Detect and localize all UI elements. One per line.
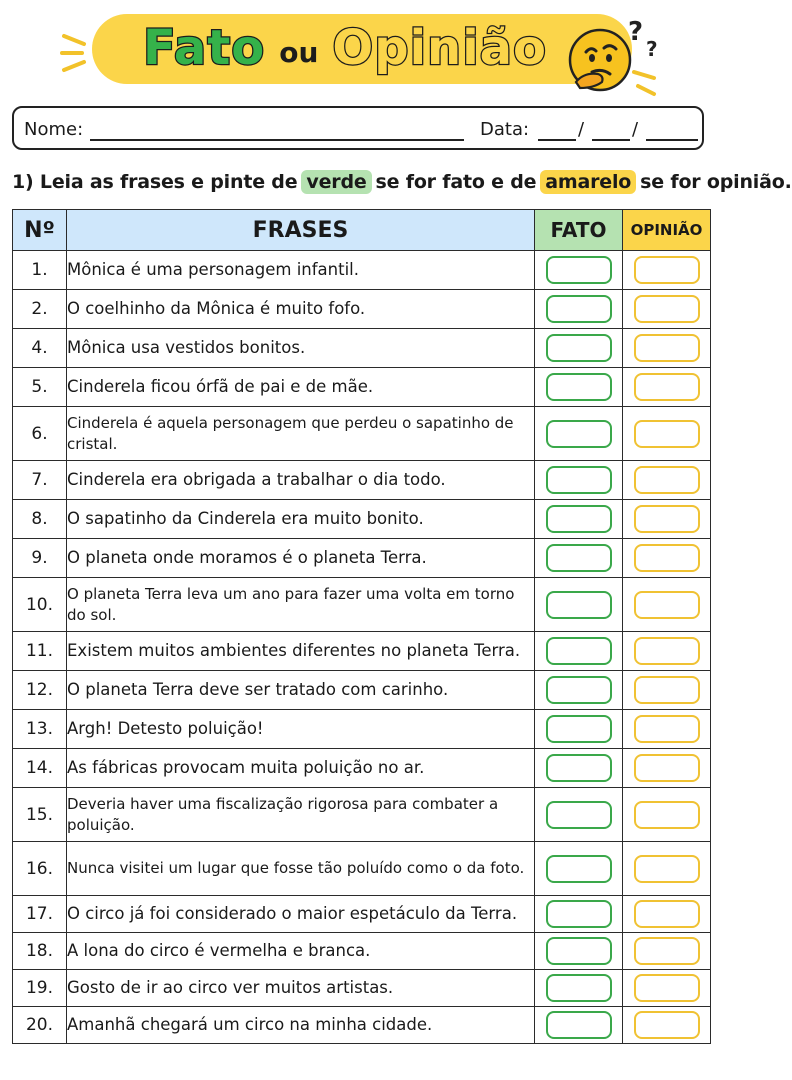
- fato-cell: [535, 500, 623, 539]
- instruction-yellow-word: amarelo: [540, 170, 636, 194]
- name-field[interactable]: [90, 139, 464, 141]
- row-sentence: A lona do circo é vermelha e branca.: [67, 933, 535, 970]
- row-sentence: Deveria haver uma fiscalização rigorosa para combater a poluição.: [67, 788, 535, 842]
- opiniao-cell: [623, 578, 711, 632]
- fato-cell: [535, 1007, 623, 1044]
- table-row: [13, 970, 711, 1007]
- date-day-field[interactable]: [538, 139, 576, 141]
- instruction-part2: se for fato e de: [375, 171, 537, 193]
- table-row: [13, 632, 711, 671]
- opiniao-cell: [623, 671, 711, 710]
- fato-checkbox[interactable]: [546, 591, 612, 619]
- fato-cell: [535, 749, 623, 788]
- row-number: 19.: [13, 970, 67, 1007]
- instruction-part3: se for opinião.: [640, 171, 792, 193]
- fato-checkbox[interactable]: [546, 855, 612, 883]
- spark-left-icon: [58, 28, 94, 78]
- opiniao-cell: [623, 632, 711, 671]
- header-opiniao: OPINIÃO: [623, 210, 711, 251]
- opiniao-cell: [623, 368, 711, 407]
- instruction: [12, 166, 792, 198]
- title-opiniao: Opinião: [332, 20, 548, 76]
- opiniao-checkbox[interactable]: [634, 715, 700, 743]
- fato-cell: [535, 632, 623, 671]
- table-row: [13, 461, 711, 500]
- sentences-table: [12, 209, 711, 1044]
- fato-checkbox[interactable]: [546, 505, 612, 533]
- opiniao-cell: [623, 896, 711, 933]
- row-sentence: As fábricas provocam muita poluição no ar.: [67, 749, 535, 788]
- row-sentence: Cinderela ficou órfã de pai e de mãe.: [67, 368, 535, 407]
- opiniao-checkbox[interactable]: [634, 974, 700, 1002]
- instruction-part1: 1) Leia as frases e pinte de: [12, 171, 298, 193]
- row-number: 6.: [13, 407, 67, 461]
- row-number: 20.: [13, 1007, 67, 1044]
- row-number: 2.: [13, 290, 67, 329]
- fato-checkbox[interactable]: [546, 544, 612, 572]
- fato-checkbox[interactable]: [546, 334, 612, 362]
- row-sentence: Mônica é uma personagem infantil.: [67, 251, 535, 290]
- fato-checkbox[interactable]: [546, 937, 612, 965]
- fato-cell: [535, 251, 623, 290]
- opiniao-cell: [623, 710, 711, 749]
- fato-checkbox[interactable]: [546, 715, 612, 743]
- fato-cell: [535, 896, 623, 933]
- title-ou: ou: [279, 35, 319, 69]
- fato-cell: [535, 671, 623, 710]
- fato-checkbox[interactable]: [546, 974, 612, 1002]
- row-number: 4.: [13, 329, 67, 368]
- fato-cell: [535, 407, 623, 461]
- fato-checkbox[interactable]: [546, 295, 612, 323]
- fato-checkbox[interactable]: [546, 900, 612, 928]
- date-separator: /: [632, 119, 639, 140]
- page-title: [110, 16, 580, 80]
- row-sentence: O planeta Terra leva um ano para fazer uma volta em torno do sol.: [67, 578, 535, 632]
- opiniao-cell: [623, 749, 711, 788]
- row-sentence: Mônica usa vestidos bonitos.: [67, 329, 535, 368]
- row-sentence: O coelhinho da Mônica é muito fofo.: [67, 290, 535, 329]
- fato-checkbox[interactable]: [546, 466, 612, 494]
- row-number: 12.: [13, 671, 67, 710]
- row-sentence: Cinderela era obrigada a trabalhar o dia todo.: [67, 461, 535, 500]
- row-sentence: O planeta Terra deve ser tratado com carinho.: [67, 671, 535, 710]
- fato-cell: [535, 842, 623, 896]
- row-sentence: Gosto de ir ao circo ver muitos artistas.: [67, 970, 535, 1007]
- row-number: 11.: [13, 632, 67, 671]
- row-sentence: Nunca visitei um lugar que fosse tão poluído como o da foto.: [67, 842, 535, 896]
- opiniao-cell: [623, 251, 711, 290]
- row-number: 15.: [13, 788, 67, 842]
- header: [0, 0, 720, 100]
- title-fato: Fato: [142, 20, 266, 76]
- fato-cell: [535, 290, 623, 329]
- opiniao-checkbox[interactable]: [634, 900, 700, 928]
- row-number: 18.: [13, 933, 67, 970]
- fato-cell: [535, 970, 623, 1007]
- table-row: [13, 710, 711, 749]
- opiniao-cell: [623, 461, 711, 500]
- opiniao-cell: [623, 1007, 711, 1044]
- svg-text:?: ?: [646, 37, 658, 61]
- fato-cell: [535, 578, 623, 632]
- row-number: 16.: [13, 842, 67, 896]
- table-row: [13, 578, 711, 632]
- opiniao-cell: [623, 290, 711, 329]
- opiniao-checkbox[interactable]: [634, 256, 700, 284]
- opiniao-checkbox[interactable]: [634, 505, 700, 533]
- table-row: [13, 933, 711, 970]
- fato-cell: [535, 788, 623, 842]
- row-number: 14.: [13, 749, 67, 788]
- instruction-green-word: verde: [301, 170, 371, 194]
- row-sentence: Argh! Detesto poluição!: [67, 710, 535, 749]
- table-row: [13, 500, 711, 539]
- name-label: Nome:: [24, 119, 84, 140]
- table-row: [13, 539, 711, 578]
- table-row: [13, 842, 711, 896]
- table-row: [13, 788, 711, 842]
- opiniao-checkbox[interactable]: [634, 801, 700, 829]
- row-number: 13.: [13, 710, 67, 749]
- table-row: [13, 671, 711, 710]
- date-month-field[interactable]: [592, 139, 630, 141]
- table-row: [13, 329, 711, 368]
- row-number: 5.: [13, 368, 67, 407]
- opiniao-checkbox[interactable]: [634, 373, 700, 401]
- fato-checkbox[interactable]: [546, 373, 612, 401]
- opiniao-cell: [623, 842, 711, 896]
- opiniao-cell: [623, 970, 711, 1007]
- svg-text:?: ?: [628, 17, 644, 47]
- fato-checkbox[interactable]: [546, 256, 612, 284]
- table-row: [13, 290, 711, 329]
- fato-cell: [535, 329, 623, 368]
- table-row: [13, 407, 711, 461]
- opiniao-cell: [623, 500, 711, 539]
- opiniao-checkbox[interactable]: [634, 295, 700, 323]
- opiniao-cell: [623, 539, 711, 578]
- table-row: [13, 1007, 711, 1044]
- row-number: 9.: [13, 539, 67, 578]
- fato-cell: [535, 461, 623, 500]
- fato-cell: [535, 933, 623, 970]
- opiniao-cell: [623, 329, 711, 368]
- fato-checkbox[interactable]: [546, 420, 612, 448]
- table-row: [13, 896, 711, 933]
- fato-checkbox[interactable]: [546, 637, 612, 665]
- date-label: Data:: [480, 119, 530, 140]
- opiniao-checkbox[interactable]: [634, 334, 700, 362]
- date-separator: /: [578, 119, 585, 140]
- fato-cell: [535, 710, 623, 749]
- row-number: 7.: [13, 461, 67, 500]
- header-num: Nº: [13, 210, 67, 251]
- table-row: [13, 251, 711, 290]
- fato-checkbox[interactable]: [546, 1011, 612, 1039]
- table-row: [13, 368, 711, 407]
- opiniao-checkbox[interactable]: [634, 466, 700, 494]
- row-number: 1.: [13, 251, 67, 290]
- fato-cell: [535, 539, 623, 578]
- opiniao-checkbox[interactable]: [634, 420, 700, 448]
- date-year-field[interactable]: [646, 139, 698, 141]
- opiniao-cell: [623, 933, 711, 970]
- fato-checkbox[interactable]: [546, 676, 612, 704]
- fato-cell: [535, 368, 623, 407]
- opiniao-checkbox[interactable]: [634, 544, 700, 572]
- row-sentence: Cinderela é aquela personagem que perdeu o sapatinho de cristal.: [67, 407, 535, 461]
- header-fato: FATO: [535, 210, 623, 251]
- opiniao-cell: [623, 788, 711, 842]
- row-number: 10.: [13, 578, 67, 632]
- row-sentence: Amanhã chegará um circo na minha cidade.: [67, 1007, 535, 1044]
- fato-checkbox[interactable]: [546, 801, 612, 829]
- row-sentence: O sapatinho da Cinderela era muito bonito.: [67, 500, 535, 539]
- table-row: [13, 749, 711, 788]
- opiniao-checkbox[interactable]: [634, 676, 700, 704]
- header-frases: FRASES: [67, 210, 535, 251]
- fato-checkbox[interactable]: [546, 754, 612, 782]
- opiniao-checkbox[interactable]: [634, 1011, 700, 1039]
- opiniao-checkbox[interactable]: [634, 937, 700, 965]
- row-number: 17.: [13, 896, 67, 933]
- opiniao-cell: [623, 407, 711, 461]
- row-sentence: O circo já foi considerado o maior espetáculo da Terra.: [67, 896, 535, 933]
- row-sentence: Existem muitos ambientes diferentes no planeta Terra.: [67, 632, 535, 671]
- row-sentence: O planeta onde moramos é o planeta Terra.: [67, 539, 535, 578]
- row-number: 8.: [13, 500, 67, 539]
- opiniao-checkbox[interactable]: [634, 855, 700, 883]
- opiniao-checkbox[interactable]: [634, 591, 700, 619]
- table-header-row: [13, 210, 711, 251]
- thinking-face-icon: [562, 12, 672, 98]
- opiniao-checkbox[interactable]: [634, 637, 700, 665]
- name-date-box: [12, 106, 704, 150]
- opiniao-checkbox[interactable]: [634, 754, 700, 782]
